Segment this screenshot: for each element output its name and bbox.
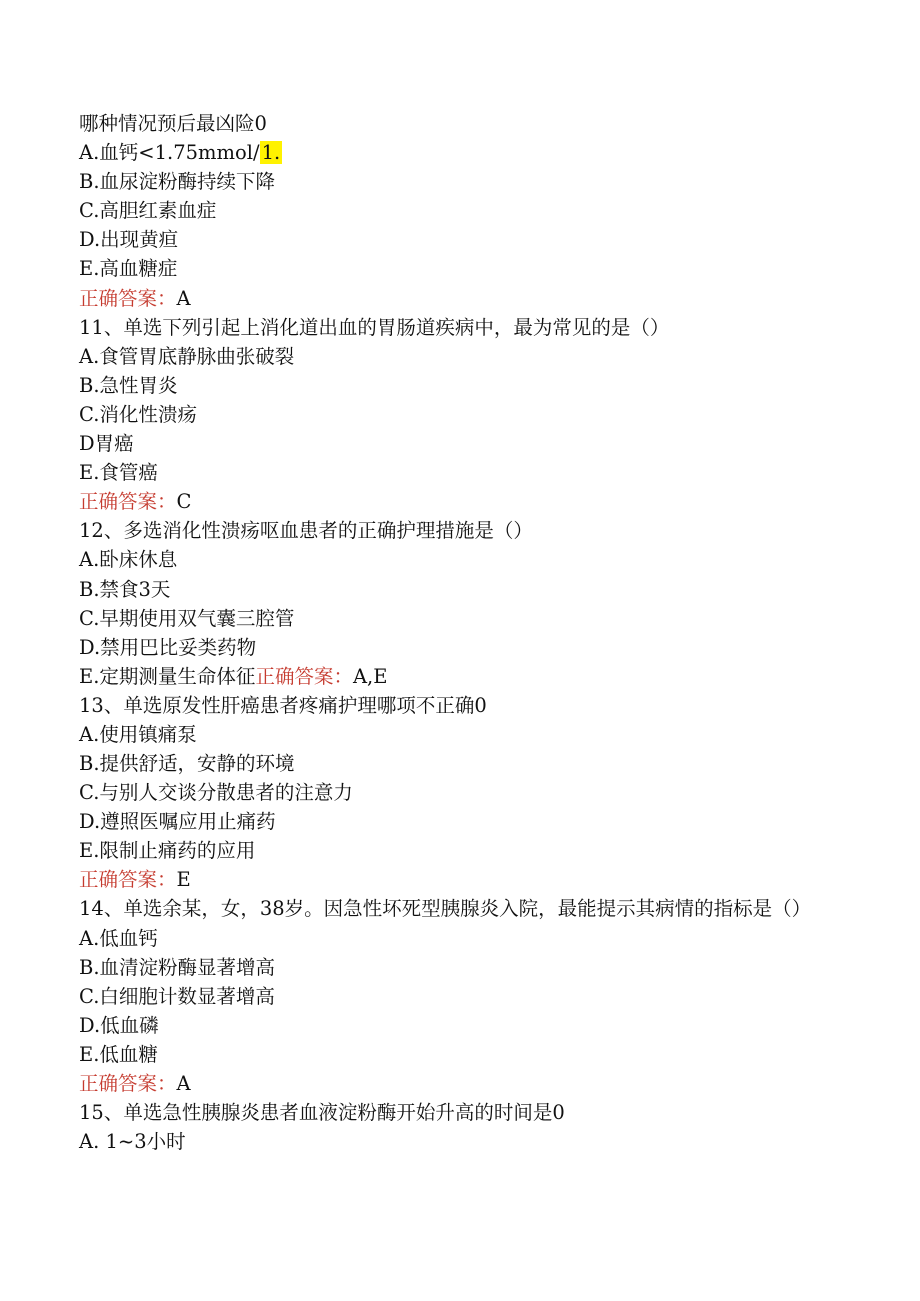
question-11-option-d: D胃癌 — [79, 432, 134, 456]
question-14-stem: 14、单选余某，女，38岁。因急性坏死型胰腺炎入院，最能提示其病情的指标是（） — [79, 896, 812, 920]
question-10-option-b: B.血尿淀粉酶持续下降 — [79, 170, 276, 194]
answer-label: 正确答案： — [79, 490, 177, 514]
option-e-text: E.定期测量生命体征 — [79, 664, 256, 688]
question-11-stem: 11、单选下列引起上消化道出血的胃肠道疾病中，最为常见的是（） — [79, 315, 670, 339]
question-15-stem: 15、单选急性胰腺炎患者血液淀粉酶开始升高的时间是0 — [79, 1101, 565, 1125]
document-body — [79, 109, 839, 1156]
question-12-option-c: C.早期使用双气囊三腔管 — [79, 606, 295, 630]
question-11-option-c: C.消化性溃疡 — [79, 402, 197, 426]
question-10-option-d: D.出现黄疸 — [79, 228, 179, 252]
answer-value: E — [176, 868, 191, 892]
question-12-stem: 12、多选消化性溃疡呕血患者的正确护理措施是（） — [79, 519, 533, 543]
highlighted-text: 1. — [261, 141, 281, 165]
question-12-option-e — [79, 662, 839, 691]
question-14-option-b: B.血清淀粉酶显著增高 — [79, 955, 276, 979]
answer-label: 正确答案： — [79, 1072, 177, 1095]
question-13-answer — [79, 865, 839, 894]
question-11-option-e: E.食管癌 — [79, 461, 158, 485]
question-14-option-e: E.低血糖 — [79, 1042, 158, 1066]
answer-label: 正确答案： — [255, 664, 353, 688]
answer-value: C — [176, 490, 192, 514]
question-13-option-a: A.使用镇痛泵 — [79, 722, 197, 746]
question-13-option-c: C.与别人交谈分散患者的注意力 — [79, 781, 353, 805]
answer-label: 正确答案： — [79, 868, 177, 892]
answer-label: 正确答案： — [79, 286, 177, 310]
question-14-option-c: C.白细胞计数显著增高 — [79, 984, 275, 1008]
question-13-option-d: D.遵照医嘱应用止痛药 — [79, 810, 276, 834]
question-13-stem: 13、单选原发性肝癌患者疼痛护理哪项不正确0 — [79, 693, 487, 717]
question-10-option-a — [79, 138, 839, 167]
answer-value: A — [176, 1072, 191, 1095]
question-12-option-b: B.禁食3天 — [79, 577, 171, 601]
question-12-option-d: D.禁用巴比妥类药物 — [79, 635, 257, 659]
question-10-option-e: E.高血糖症 — [79, 257, 178, 281]
answer-value: A,E — [352, 664, 388, 688]
question-10-stem: 哪种情况预后最凶险0 — [79, 112, 267, 135]
question-11-option-a: A.食管胃底静脉曲张破裂 — [79, 344, 295, 368]
question-14-answer — [79, 1069, 839, 1098]
option-a-text: A.血钙<1.75mmol/ — [79, 141, 260, 165]
question-12-option-a: A.卧床休息 — [79, 548, 178, 572]
question-11-answer — [79, 487, 839, 516]
question-11-option-b: B.急性胃炎 — [79, 373, 178, 397]
question-14-option-a: A.低血钙 — [79, 926, 158, 950]
question-13-option-b: B.提供舒适，安静的环境 — [79, 752, 295, 776]
question-10-option-c: C.高胆红素血症 — [79, 199, 217, 223]
question-14-option-d: D.低血磷 — [79, 1013, 159, 1037]
answer-value: A — [176, 286, 191, 310]
question-15-option-a: A. 1~3小时 — [79, 1130, 186, 1154]
question-13-option-e: E.限制止痛药的应用 — [79, 839, 256, 863]
question-10-answer — [79, 284, 839, 313]
